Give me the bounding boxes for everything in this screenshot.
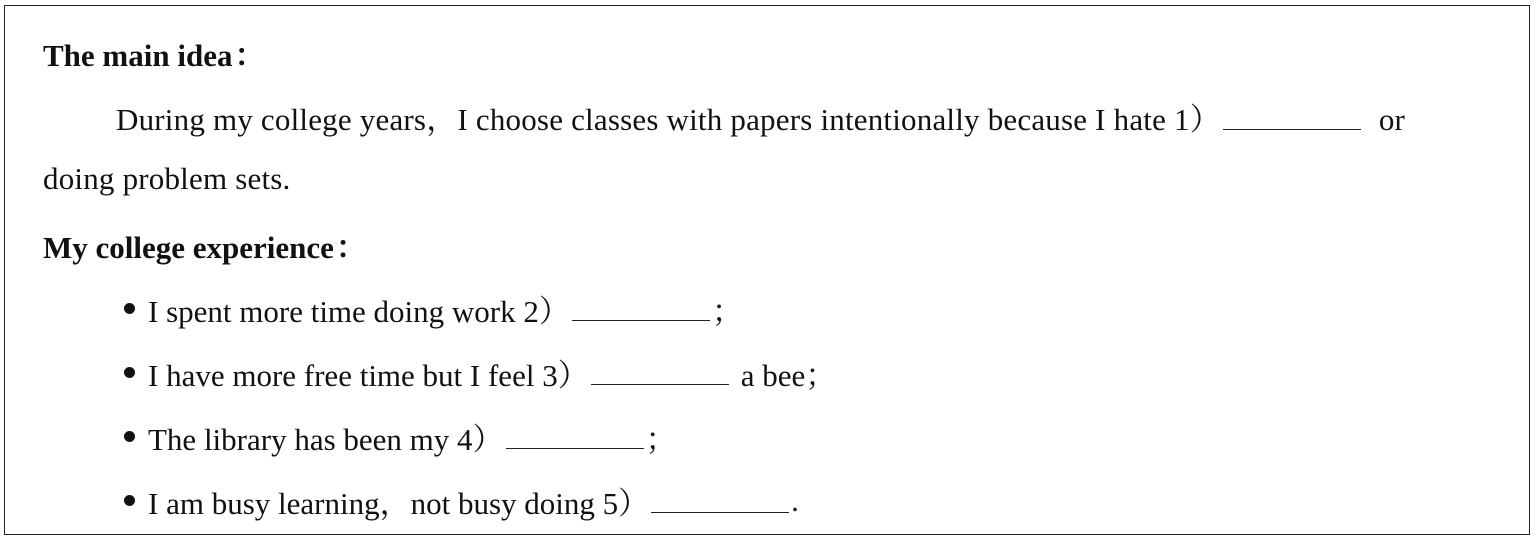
main-idea-heading-colon: ：: [234, 38, 266, 73]
experience-item-text-before: The library has been my 4）: [148, 422, 504, 457]
main-idea-line-2: doing problem sets.: [43, 161, 291, 196]
bullet-icon: [124, 303, 135, 314]
main-idea-line-1: [116, 94, 1405, 139]
experience-item-text-before: I spent more time doing work 2）: [148, 294, 570, 329]
answer-blank-2[interactable]: [572, 296, 710, 321]
experience-heading-colon: ：: [335, 230, 367, 265]
experience-item-text-before: I have more free time but I feel 3）: [148, 358, 589, 393]
answer-blank-5[interactable]: [651, 488, 789, 513]
experience-heading: [43, 222, 367, 267]
experience-item-text-after: a bee；: [740, 358, 837, 393]
experience-item-3: [124, 414, 677, 459]
main-idea-heading: [43, 30, 265, 75]
experience-item-text-after: ；: [645, 422, 677, 457]
bullet-icon: [124, 495, 135, 506]
experience-item-text-after: .: [791, 482, 799, 518]
experience-item-4: [124, 478, 799, 523]
answer-blank-1[interactable]: [1223, 105, 1361, 130]
experience-item-2: [124, 350, 836, 395]
experience-item-text-after: ；: [711, 294, 743, 329]
answer-blank-4[interactable]: [506, 424, 644, 449]
answer-blank-3[interactable]: [591, 360, 729, 385]
experience-item-1: [124, 286, 743, 331]
experience-item-text-before: I am busy learning，not busy doing 5）: [148, 486, 650, 521]
bullet-icon: [124, 367, 135, 378]
main-idea-text-before-blank-1: During my college years，I choose classes with papers intentionally because I hate 1）: [116, 102, 1221, 137]
experience-heading-label: My college experience: [43, 230, 334, 265]
main-idea-text-after-blank-1: or: [1378, 102, 1406, 137]
bullet-icon: [124, 431, 135, 442]
main-idea-heading-label: The main idea: [43, 38, 233, 73]
